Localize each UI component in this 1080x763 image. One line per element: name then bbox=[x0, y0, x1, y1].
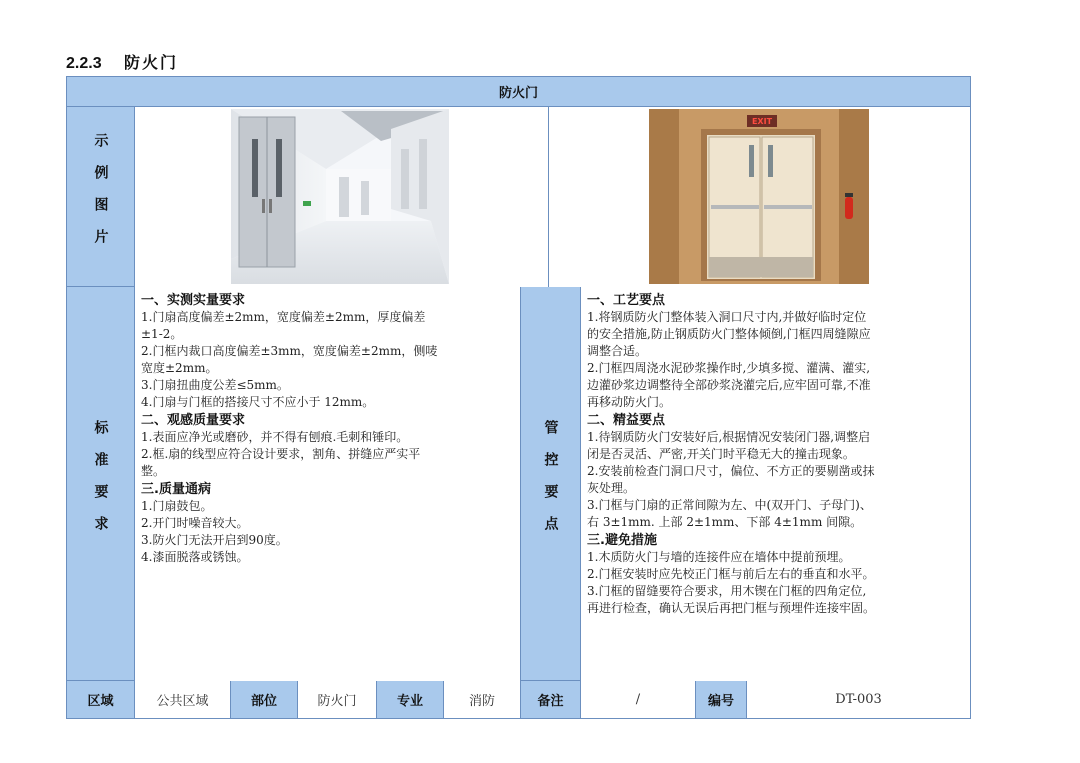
text-line: 3.门扇扭曲度公差≤5mm。 bbox=[141, 378, 289, 392]
lean-points-title: 二、精益要点 bbox=[587, 413, 666, 428]
part-value: 防火门 bbox=[298, 681, 377, 718]
text-line: 1.表面应净光或磨砂，并不得有刨痕.毛刺和锤印。 bbox=[141, 430, 409, 444]
text-line: 2.开门时噪音较大。 bbox=[141, 516, 249, 530]
double-fire-door-photo bbox=[649, 109, 869, 284]
text-line: 宽度±2mm。 bbox=[141, 361, 218, 375]
example-label: 示例图片 bbox=[92, 132, 109, 261]
text-line: 3.防火门无法开启到90度。 bbox=[141, 533, 288, 547]
table-title: 防火门 bbox=[67, 77, 970, 107]
text-line: 2.门框内裁口高度偏差±3mm，宽度偏差±2mm，侧唛 bbox=[141, 344, 438, 358]
text-line: 2.门框四周浇水泥砂浆操作时,少填多搅、灌满、灌实, bbox=[587, 361, 871, 375]
double-door-photo-cell bbox=[549, 107, 970, 287]
text-line: 2.框.扇的线型应符合设计要求，割角、拼缝应严实平 bbox=[141, 447, 421, 461]
area-label: 区域 bbox=[67, 681, 135, 718]
text-line: 1.门扇高度偏差±2mm，宽度偏差±2mm，厚度偏差 bbox=[141, 310, 426, 324]
control-label: 管控要点 bbox=[542, 419, 559, 548]
text-line: 闭是否灵活、严密,开关门时平稳无大的撞击现象。 bbox=[587, 447, 855, 461]
section-number: 2.2.3 bbox=[66, 55, 102, 72]
note-value: / bbox=[581, 681, 696, 718]
standard-label-cell bbox=[67, 287, 135, 681]
area-value: 公共区域 bbox=[135, 681, 231, 718]
control-label-cell bbox=[521, 287, 581, 681]
text-line: 2.安装前检查门洞口尺寸，偏位、不方正的要剔凿或抹 bbox=[587, 464, 875, 478]
text-line: 再进行检查，确认无误后再把门框与预埋件连接牢固。 bbox=[587, 601, 876, 615]
common-defects-title: 三.质量通病 bbox=[141, 482, 211, 497]
text-line: 边灌砂浆边调整待全部砂浆浇灌完后,应牢固可靠,不准 bbox=[587, 378, 871, 392]
text-line: 3.门框的留缝要符合要求，用木锲在门框的四角定位, bbox=[587, 584, 867, 598]
corridor-fire-door-photo bbox=[231, 109, 449, 284]
text-line: 调整合适。 bbox=[587, 344, 648, 358]
text-line: 2.门框安装时应先校正门框与前后左右的垂直和水平。 bbox=[587, 567, 875, 581]
text-line: 右 3±1mm. 上部 2±1mm、下部 4±1mm 间隙。 bbox=[587, 515, 863, 529]
text-line: 4.门扇与门框的搭接尺寸不应小于 12mm。 bbox=[141, 395, 375, 409]
text-line: 1.将钢质防火门整体装入洞口尺寸内,并做好临时定位 bbox=[587, 310, 867, 324]
process-points-title: 一、工艺要点 bbox=[587, 293, 666, 308]
code-label: 编号 bbox=[696, 681, 747, 718]
example-label-cell bbox=[67, 107, 135, 287]
standard-label: 标准要求 bbox=[92, 419, 109, 548]
text-line: 1.待钢质防火门安装好后,根据情况安装闭门器,调整启 bbox=[587, 430, 871, 444]
appearance-requirements-title: 二、观感质量要求 bbox=[141, 413, 246, 428]
text-line: 3.门框与门扇的正常间隙为左、中(双开门、子母门)、 bbox=[587, 498, 872, 512]
control-points bbox=[581, 287, 970, 681]
code-value: DT-003 bbox=[835, 692, 882, 707]
avoidance-measures-title: 三.避免措施 bbox=[587, 533, 657, 548]
text-line: 灰处理。 bbox=[587, 481, 636, 495]
section-heading bbox=[66, 50, 178, 73]
standard-requirements bbox=[135, 287, 521, 681]
major-label: 专业 bbox=[377, 681, 444, 718]
text-line: 1.门扇鼓包。 bbox=[141, 499, 213, 513]
text-line: 1.木质防火门与墙的连接件应在墙体中提前预埋。 bbox=[587, 550, 851, 564]
text-line: ±1-2。 bbox=[141, 327, 183, 341]
spec-table bbox=[66, 76, 971, 719]
text-line: 整。 bbox=[141, 464, 166, 478]
text-line: 再移动防火门。 bbox=[587, 395, 672, 409]
corridor-photo-cell bbox=[135, 107, 549, 287]
measure-requirements-title: 一、实测实量要求 bbox=[141, 293, 246, 308]
text-line: 4.漆面脱落或锈蚀。 bbox=[141, 550, 249, 564]
section-title: 防火门 bbox=[124, 53, 179, 72]
exit-sign-text: EXIT bbox=[751, 117, 773, 126]
note-label: 备注 bbox=[521, 681, 581, 718]
text-line: 的安全措施,防止钢质防火门整体倾倒,门框四周缝隙应 bbox=[587, 327, 871, 341]
major-value: 消防 bbox=[444, 681, 521, 718]
part-label: 部位 bbox=[231, 681, 298, 718]
